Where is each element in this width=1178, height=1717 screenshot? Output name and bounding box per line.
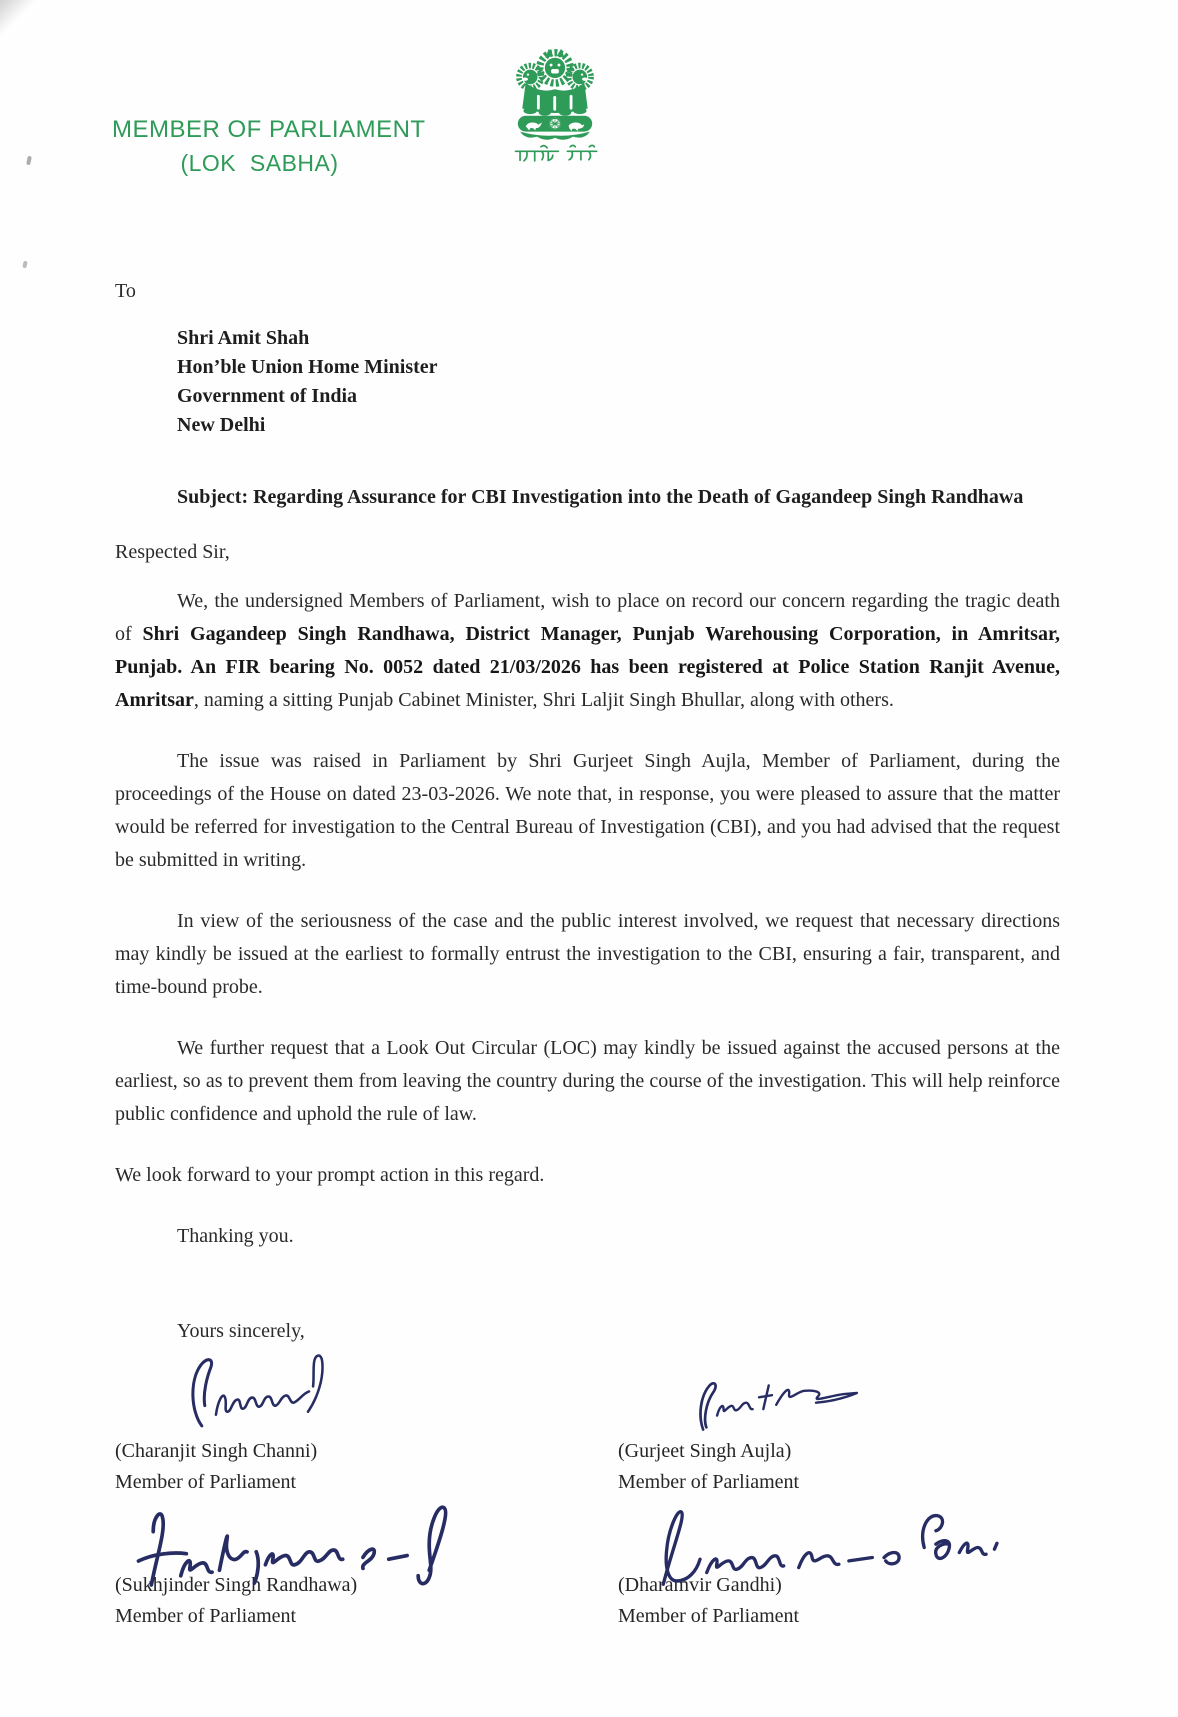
paragraph-4: We further request that a Look Out Circular (LOC) may kindly be issued against the accused persons at the earliest, so as to prevent them from leaving the country during the course of the investigation. This will help reinforce public confidence and uphold the rule of law. (115, 1037, 1060, 1125)
signature-block-channi (115, 1350, 618, 1498)
signatory-name: (Charanjit Singh Channi) (115, 1440, 318, 1462)
signatory-name: (Dharamvir Gandhi) (618, 1574, 782, 1596)
subject-line: Subject: Regarding Assurance for CBI Investigation into the Death of Gagandeep Singh Randhawa (177, 486, 1024, 508)
lion-capital-icon (493, 40, 617, 222)
paragraph-2: The issue was raised in Parliament by Shri Gurjeet Singh Aujla, Member of Parliament, during the proceedings of the House on dated 23-03-2026. We note that, in response, you were pleased to assure that the matter would be referred for investigation to the Central Bureau of Investigation (CBI), and you had advised that the request be submitted in writing. (115, 750, 1060, 871)
signature-block-aujla (618, 1350, 1118, 1498)
signatory-title: Member of Parliament (618, 1471, 800, 1493)
signatory-title: Member of Parliament (618, 1605, 800, 1627)
scan-speck (22, 261, 27, 269)
signatory-title: Member of Parliament (115, 1605, 297, 1627)
paragraph-1-text: We, the undersigned Members of Parliament, wish to place on record our concern regarding the tragic death of (115, 590, 1060, 645)
signatory-name: (Gurjeet Singh Aujla) (618, 1440, 792, 1462)
recipient-line: New Delhi (177, 414, 266, 436)
emblem-motto (516, 145, 597, 161)
letterhead-line1: MEMBER OF PARLIAMENT (112, 116, 426, 143)
signature-randhawa (115, 1504, 495, 1596)
recipient-line: Shri Amit Shah (177, 327, 310, 349)
signature-channi (115, 1350, 415, 1436)
letterhead-line2: (LOK SABHA) (180, 150, 339, 176)
letterhead (0, 0, 1178, 235)
recipient-address (177, 324, 1060, 439)
paragraph-1-text: , naming a sitting Punjab Cabinet Minister, Shri Laljit Singh Bhullar, along with others. (193, 689, 894, 711)
signature-aujla (618, 1350, 928, 1436)
recipient-line: Hon’ble Union Home Minister (177, 356, 438, 378)
paragraph-3: In view of the seriousness of the case and the public interest involved, we request that necessary directions may kindly be issued at the earliest to formally entrust the investigation to the CBI, ensuring a fair, transparent, and time-bound probe. (115, 910, 1060, 998)
sincerely-line: Yours sincerely, (177, 1320, 305, 1342)
paragraph-1 (115, 585, 1060, 717)
signature-gandhi (618, 1504, 1038, 1596)
letter-body (0, 275, 1178, 1348)
national-emblem (490, 40, 620, 227)
closing-line: We look forward to your prompt action in this regard. (115, 1164, 545, 1186)
recipient-line: Government of India (177, 385, 357, 407)
signatory-name: (Sukhjinder Singh Randhawa) (115, 1574, 358, 1596)
signature-block-randhawa (115, 1504, 618, 1632)
letterhead-title (112, 116, 426, 177)
signature-block-gandhi (618, 1504, 1118, 1632)
signature-section (0, 1350, 1178, 1632)
thanking-line: Thanking you. (177, 1225, 294, 1247)
greeting: Respected Sir, (115, 541, 230, 563)
signatory-title: Member of Parliament (115, 1471, 297, 1493)
to-label: To (115, 280, 136, 302)
paragraph-1-bold: Shri Gagandeep Singh Randhawa, District Manager, Punjab Warehousing Corporation, in Amritsar, Punjab. An FIR bearing No. 0052 dated 21/03/2026 has been registered at Police Station Ranjit Avenue, Amritsar (115, 623, 1060, 711)
